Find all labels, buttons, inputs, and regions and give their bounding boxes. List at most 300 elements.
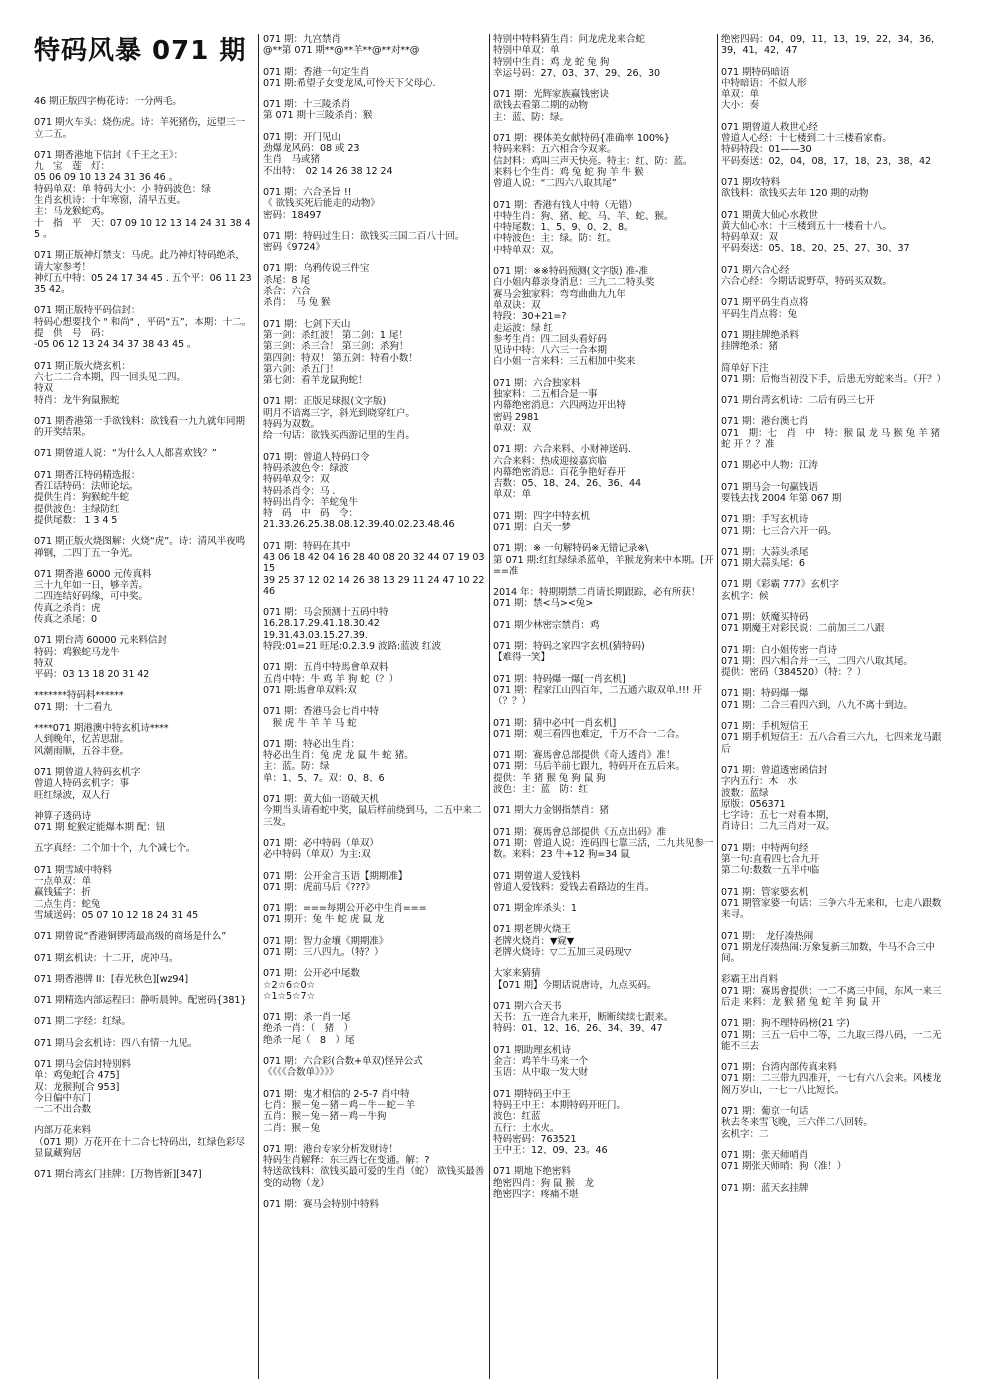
article-block <box>263 34 485 57</box>
text-line: 彩霸王出肖料 <box>721 974 778 986</box>
article-block <box>721 482 946 505</box>
article-block <box>721 330 946 353</box>
text-line: 大小：奏 <box>721 100 759 112</box>
article-block <box>263 231 485 254</box>
article-block <box>493 587 714 610</box>
article-block <box>493 750 714 795</box>
text-line: 杀合：六合 <box>263 286 311 298</box>
text-line: 五肖中特：牛 鸡 羊 狗 蛇（？） <box>263 673 399 685</box>
article-block <box>34 448 252 459</box>
text-line: 旺红绿波，双人行 <box>34 789 110 801</box>
article-block <box>721 645 946 679</box>
text-line: 071 期：葡京一句话 <box>721 1106 809 1118</box>
article-block <box>493 511 714 534</box>
text-line: 风潮雨顺，五谷丰登。 <box>34 745 129 757</box>
text-line: 绝密四码：04，09，11，13，19，22，34，36，39，41，42，47 <box>721 34 941 57</box>
text-line: 双：龙猴狗[合 953] <box>34 1081 120 1093</box>
text-line: 071 期特码王中王 <box>493 1088 571 1100</box>
article-block <box>721 612 946 635</box>
text-line: 071 期： 龙仔凑热闹 <box>721 930 814 942</box>
article-block <box>493 924 714 958</box>
text-line: 赢钱猛字：折 <box>34 887 91 899</box>
article-block <box>493 34 714 79</box>
text-line: 特码杀波色令：绿波 <box>263 462 349 474</box>
text-line: 白小姐内幕亲身消息：三九二二特头奖 <box>493 277 655 289</box>
text-line: 071 期台湾玄机诗：二后有码三七开 <box>721 395 875 407</box>
text-line: 071 期香港第一手欲钱料：欲钱看一九九就年同期的开奖结果。 <box>34 415 245 439</box>
article-block <box>34 536 252 559</box>
text-line: 第 071 期:红红绿绿杀蓝单，羊猴龙狗来中本期。[开==准 <box>493 554 714 577</box>
text-line: 071 期：※※特码预测(文字版) 准-准 <box>493 266 648 278</box>
article-block <box>493 805 714 816</box>
text-line: 第六剑：杀五门！ <box>263 363 339 375</box>
text-line: 071 期：中特两句经 <box>721 842 809 854</box>
text-line: 三十九年如一日，够辛苦。 <box>34 580 148 592</box>
text-line: 天书：五一连合九来开，断断续续七跟来。 <box>493 1012 674 1024</box>
text-line: 39 25 37 12 02 14 26 38 13 29 11 24 47 10 22 46 <box>263 574 488 597</box>
text-line: 老牌火烧诗：▽二五加三灵码现▽ <box>493 947 631 958</box>
text-line: 王中王：12、09、23。46 <box>493 1145 608 1157</box>
article-block <box>263 540 488 597</box>
text-line: 曾道人说：“二四六八取其尾” <box>493 178 617 190</box>
text-line: 071 期：三五一后中二等，二九取三得八码，一二无能不三去 <box>721 1029 942 1052</box>
text-line: 特码密码：763521 <box>493 1133 577 1145</box>
article-block <box>263 1089 485 1134</box>
text-line: 071 期开：兔 牛 蛇 虎 鼠 龙 <box>263 914 385 926</box>
text-line: 特码生肖解释：东三西七在变通。解：? <box>263 1155 430 1167</box>
text-line: 071 期：四字中特玄机 <box>493 510 590 522</box>
text-line: 071 期龙仔凑热闹:万象复新三加数，牛马不合三中间。 <box>721 941 935 965</box>
text-line: 肖诗日：二九三肖对一双。 <box>721 821 835 833</box>
text-line: 071 期台湾 60000 元来料信封 <box>34 635 167 647</box>
text-line: 071 期：七 肖 中 特：猴 鼠 龙 马 猴 兔 羊 猪 蛇 开 ？？准 <box>721 427 943 451</box>
text-line: 中特波色：主：绿。防：红。 <box>493 233 617 245</box>
text-line: 欲钱料：欲钱买去年 120 期的动物 <box>721 188 869 200</box>
text-line: 波色：主：蓝 防：红 <box>493 784 588 796</box>
article-block <box>34 953 252 964</box>
text-line: 071 期：程家江山四百年，二五通六取双单.!!! 开（？？） <box>493 684 702 708</box>
text-line: 特码杀肖令：马 . <box>263 485 336 497</box>
text-line: 071 期马会玄机诗：四八有情一九见。 <box>34 1037 198 1049</box>
text-line: 071 期曾道人爱钱料 <box>493 870 581 882</box>
article-block <box>721 1018 946 1052</box>
article-block <box>263 968 485 1002</box>
text-line: 明月不谙离三字，斜光到晓穿红户。 <box>263 407 415 419</box>
text-line: 071 期特码暗语 <box>721 66 790 78</box>
text-line: 特别中特料猜生肖：问龙虎龙来合蛇 <box>493 34 645 45</box>
article-block <box>721 177 946 200</box>
text-line: 大家来猜猜 <box>493 968 541 980</box>
text-line: 五字真经：二个加十个，九个减七个。 <box>34 843 196 855</box>
text-line: ☆2☆6☆0☆ <box>263 979 316 991</box>
text-line: 071 期六合心经 <box>721 264 790 276</box>
text-line: 071 期曾道人救世心经 <box>721 121 818 133</box>
text-line: 传真之杀尾：0 <box>34 613 97 625</box>
text-line: 五行：土水火。 <box>493 1122 560 1134</box>
text-line: 071 期：赛马会特别中特料 <box>263 1199 379 1211</box>
text-line: 见诗中特：八六三一合本期 <box>493 345 607 357</box>
article-block <box>263 1144 485 1189</box>
article-block <box>493 378 714 434</box>
article-block <box>263 1199 485 1210</box>
text-line: 071 期：曾道人说：连码四七靠三活，二九共见参一数。来料：23 牛+12 狗=34 鼠 <box>493 837 714 861</box>
text-line: 071 期六合天书 <box>493 1000 562 1012</box>
text-line: 神算子透码诗 <box>34 810 91 822</box>
article-block <box>263 794 485 828</box>
text-line: 单双诀：双 <box>493 299 541 311</box>
article-block <box>493 200 714 256</box>
text-line: 071 期助理玄机诗 <box>493 1044 571 1056</box>
article-block <box>34 416 252 439</box>
article-block <box>263 452 485 531</box>
text-line: 071 期魔王对彩民说：二前加三二八跟 <box>721 623 885 635</box>
article-block <box>721 210 946 255</box>
text-line: 071 期金库杀头：1 <box>493 903 577 915</box>
text-line: 071 期：※ 一句解特码※无错记录※\ <box>493 543 649 555</box>
article-block <box>34 569 252 625</box>
text-line: 071 期老牌火烧王 <box>493 924 571 936</box>
article-block <box>493 827 714 861</box>
text-line: 中特单双：双。 <box>493 244 560 256</box>
text-line: 071 期：光辉家族赢钱密诀 <box>493 89 609 101</box>
text-line: 主：蓝、防：绿。 <box>493 111 569 123</box>
text-line: 特必出生肖：兔 虎 龙 鼠 牛 蛇 猪。 <box>263 750 414 762</box>
text-line: 走运波：绿 红 <box>493 322 553 334</box>
text-line: 不出特： 02 14 26 38 12 24 <box>263 165 393 177</box>
text-line: 人到晚年，忆苦思甜。 <box>34 734 129 746</box>
text-line: 071 期：六合来料、小财神送码. <box>493 444 631 456</box>
article-block <box>493 89 714 123</box>
text-line: 单双：双 <box>493 422 531 434</box>
text-line: 内幕绝密消息：六四两边开出特 <box>493 400 626 412</box>
text-line: 必中特码（单双）为主:双 <box>263 849 371 861</box>
text-line: 071 期大力金钢指禁肖：猪 <box>493 805 609 817</box>
text-line: 071 期：三八四九。（特？） <box>263 947 384 958</box>
text-line: 曾道人特码玄机字：事 <box>34 778 129 790</box>
text-line: 071 期 蛇猴定能爆本期 配：钮 <box>34 822 166 834</box>
text-line: 生肖玄机诗：十年寒窗，清早五更。 <box>34 195 186 207</box>
article-block <box>263 396 485 441</box>
article-block <box>34 305 252 350</box>
text-line: 密码 2981 <box>493 411 539 423</box>
text-line: 071 期：曾道人特码口令 <box>263 451 370 463</box>
text-line: 071 期精选内部运程曰：静听晨钟。配密码{381} <box>34 995 247 1007</box>
article-block <box>721 688 946 711</box>
article-block <box>721 265 946 288</box>
text-line: 071 期：手机短信王 <box>721 721 809 733</box>
article-block <box>34 723 252 757</box>
article-block <box>263 838 485 861</box>
article-block <box>493 1166 714 1200</box>
article-block <box>34 767 252 801</box>
text-line: 071 期：特码爆一爆 <box>721 688 809 700</box>
text-line: 九 宝 莲 灯： <box>34 161 110 173</box>
text-line: 071 期：二合三看四六到，八九不离十到边。 <box>721 699 913 711</box>
text-line: 21.33.26.25.38.08.12.39.40.02.23.48.46 <box>263 519 455 531</box>
text-line: 参考生肖：四二回头看好码 <box>493 333 607 345</box>
text-line: 特码单双令：双 <box>263 474 330 486</box>
text-line: 071 期正版特平码信封： <box>34 305 141 317</box>
text-line: 071 期张天师哨：狗（准！） <box>721 1161 847 1173</box>
text-line: 071 期正版神灯禁支：马虎。此乃神灯特码绝杀，请大家参考！ <box>34 250 245 273</box>
text-line: 071 期：十二看九 <box>34 701 112 713</box>
article-block <box>263 132 485 177</box>
text-line: 六七二二合本期，四一回头见二四。 <box>34 371 186 383</box>
text-line: 杀肖： 马 兔 猴 <box>263 297 331 309</box>
text-line: 071 期：六合圣旨 !! <box>263 186 352 198</box>
article-block <box>34 811 252 834</box>
text-line: 071 期：五肖中特馬會单双料 <box>263 662 389 674</box>
text-line: 一点单双：单 <box>34 876 91 888</box>
text-line: 071 期：特码在其中 <box>263 540 351 552</box>
article-block <box>493 1089 714 1157</box>
text-line: 19.31.43.03.15.27.39. <box>263 629 368 641</box>
text-line: 提 供 号 码： <box>34 328 110 340</box>
text-line: 071 期曾说“香港铜锣湾最高级的商场是什么” <box>34 931 227 943</box>
text-line: 071 期：张天师哨肖 <box>721 1149 809 1161</box>
text-line: 波数：蓝绿 <box>721 787 769 799</box>
text-line: 来料七个生肖：鸡 兔 蛇 狗 羊 牛 猴 <box>493 166 644 178</box>
article-block <box>721 579 946 602</box>
text-line: 071 期：虎前马后《???》 <box>263 881 375 893</box>
article-block <box>263 871 485 894</box>
article-block <box>493 543 714 577</box>
text-line: 特码王中王：本期特码开旺门。 <box>493 1099 626 1111</box>
text-line: 071 期手机短信王：五八合看三六九，七四来龙马跟后 <box>721 732 942 755</box>
article-block <box>263 319 485 387</box>
text-line: 071 期：开门见山 <box>263 131 341 143</box>
text-line: 071 期：七剑下天山 <box>263 318 351 330</box>
text-line: 071 期：特码之家四字玄机(猜特码) <box>493 641 645 653</box>
text-line: 071 期：管家婆玄机 <box>721 886 809 898</box>
text-line: 香江话特码：法师论坛。 <box>34 481 139 493</box>
text-line: 071 期：黄大仙一语破天机 <box>263 794 379 806</box>
text-line: 071 期《彩霸 777》玄机字 <box>721 579 839 591</box>
text-line: 七字诗：五七一对看本期， <box>721 810 835 822</box>
article-block <box>493 444 714 500</box>
text-line: 要钱去找 2004 年第 067 期 <box>721 492 842 504</box>
text-line: 071 期管家婆一句话：三争六斗无来和，七走八跟数来寻。 <box>721 897 942 921</box>
text-line: 071 期：禁<马><兔> <box>493 598 594 610</box>
text-line: 神灯五中特：05 24 17 34 45 . 五个平：06 11 23 35 42。 <box>34 272 255 296</box>
text-line: 071 期：公开金言玉语【期期准】 <box>263 870 408 882</box>
text-line: 071 期：马后羊前七跟九，特码开在五后来。 <box>493 761 685 773</box>
text-line: 波色：红蓝 <box>493 1111 541 1123</box>
text-line: 071 期：鬼才相信的 2-5-7 肖中特 <box>263 1088 410 1100</box>
text-line: 071 期：六合独家料 <box>493 377 581 389</box>
article-block <box>721 34 946 57</box>
article-block <box>493 903 714 914</box>
text-line: 第二句:数数一五半中临 <box>721 865 820 877</box>
article-block <box>263 67 485 90</box>
article-block <box>34 250 255 296</box>
text-line: 特码单双：单 特码大小：小 特码波色：绿 <box>34 183 211 195</box>
article-block <box>263 607 485 652</box>
text-line: 吉数：05、18、24、26、36、44 <box>493 478 641 490</box>
article-block <box>721 514 946 537</box>
text-line: 特双 <box>34 657 53 669</box>
text-line: 秋去冬来雪飞晚，三六伴二八回转。 <box>721 1117 873 1129</box>
text-line: 特码来料：五六相合今双来。 <box>493 144 617 156</box>
article-block <box>721 887 946 921</box>
text-line: 071 期香港牌 II：[春光秋色][wz94] <box>34 973 189 985</box>
text-line: 071 期：妖魔买特码 <box>721 611 809 623</box>
article-block <box>493 266 714 368</box>
article-block <box>721 765 946 833</box>
article-block <box>34 635 252 680</box>
text-line: 【071 期】今期话说唐诗，九点买码。 <box>493 979 657 991</box>
text-line: 特别中单双：单 <box>493 45 560 57</box>
text-line: 特码特段：01——30 <box>721 144 812 156</box>
text-line: 071 期：裸体美女献特码{准确率 100%} <box>493 133 670 145</box>
text-line: 绝杀一尾（ 8 ）尾 <box>263 1034 355 1046</box>
text-line: 五肖：猴－兔－猪－鸡－牛狗 <box>263 1111 387 1123</box>
text-line: 今期当头请看蛇中奖，鼠后样前绕到马，二五中来二三发。 <box>263 805 482 828</box>
text-line: 第一句:直看四七合九开 <box>721 854 820 866</box>
text-line: 071 期：===每期公开必中生肖=== <box>263 903 427 915</box>
text-line: 071 期：九宫禁肖 <box>263 34 341 45</box>
text-line: 特码单双：双 <box>721 232 778 244</box>
article-block <box>493 641 714 664</box>
text-line: 六合心经：今期话说野草，特码买双数。 <box>721 276 892 288</box>
text-line: 第一剑：杀红波！ 第二剑：1 尾！ <box>263 329 408 341</box>
text-line: 071 期正版火烧玄机： <box>34 360 131 372</box>
article-block <box>34 1125 252 1159</box>
text-line: 内幕绝密消息：百花争艳好春开 <box>493 466 626 478</box>
text-line: 特送欲钱料：欲钱买最可爱的生肖（蛇） 欲钱买最善变的动物（龙） <box>263 1166 485 1189</box>
text-line: 玉语：从中取一发大财 <box>493 1067 588 1079</box>
article-block <box>263 1056 485 1079</box>
text-line: 单：鸡兔蛇[合 475] <box>34 1070 120 1082</box>
text-line: 第 071 期十三陵杀肖：猴 <box>263 110 373 122</box>
article-block <box>721 297 946 320</box>
article-block <box>34 931 252 942</box>
text-line: ☆1☆5☆7☆ <box>263 990 316 1002</box>
column-divider-3 <box>717 34 718 1379</box>
text-line: 中特生肖：狗、猪、蛇、马、羊、蛇、猴。 <box>493 210 674 222</box>
text-line: 特 码 中 码 令： <box>263 508 358 520</box>
text-line: 071 期火车头：烧伤虎。诗：羊死猪伤，远望三一立二五。 <box>34 117 245 140</box>
text-line: 特段:01=21 旺尾:0.2.3.9 波路:蓝波 红波 <box>263 641 442 653</box>
article-block <box>493 620 714 631</box>
text-line: 071 期挂牌绝杀料 <box>721 329 799 341</box>
text-line: 平码奏送：05、18、20、25、27、30、37 <box>721 243 910 255</box>
text-line: 071 期香江特码精选报： <box>34 469 141 481</box>
text-line: 071 期雪域中特料 <box>34 864 112 876</box>
text-line: 【难得一笑】 <box>493 652 550 664</box>
text-line: 中特尾数：1、5、9、0、2、8。 <box>493 222 634 234</box>
text-line: 071 期必中人物：江涛 <box>721 460 818 472</box>
article-block <box>263 936 485 959</box>
article-block <box>493 718 714 741</box>
text-line: 071 期：赛馬會总部提供《五点出码》准 <box>493 826 666 838</box>
article-block <box>34 361 252 406</box>
text-line: 七肖：猴－兔－猪－鸡－牛－蛇－羊 <box>263 1099 415 1111</box>
text-line: 平码生肖点将：兔 <box>721 308 797 320</box>
text-line: 绝杀一肖：（ 猪 ） <box>263 1023 354 1035</box>
text-line: 特别中生肖：鸡 龙 蛇 兔 狗 <box>493 56 610 68</box>
article-block <box>263 739 485 784</box>
article-block <box>34 865 252 921</box>
text-line: 071 期二字经：红绿。 <box>34 1016 131 1028</box>
text-line: 071 期曾道人说：“为什么人人都喜欢钱？” <box>34 448 217 460</box>
text-line: 欲钱去看第二期的动物 <box>493 100 588 112</box>
text-line: 071 期：白天一梦 <box>493 521 571 533</box>
text-line: 特肖：龙牛狗鼠猴蛇 <box>34 394 120 406</box>
text-line: 071 期：必中特码（单双） <box>263 837 379 849</box>
article-block <box>34 1016 252 1027</box>
text-line: 单：1、5、7。双：0、8、6 <box>263 772 385 784</box>
text-line: 信封料：鸡叫三声天快亮。特主：红、防：蓝。 <box>493 155 693 167</box>
page-title: 特码风暴 071 期 <box>34 36 247 66</box>
article-block <box>721 67 946 112</box>
text-line: 071 期：公开必中尾数 <box>263 968 360 980</box>
text-line: 曾道人心经：十七楼到二十三楼看家畜。 <box>721 133 892 145</box>
text-line: 071 期：香港一句定生肖 <box>263 66 370 78</box>
text-line: 071 期：大蒜头杀尾 <box>721 546 809 558</box>
text-line: 赛马会独家料：弯弯曲曲九九年 <box>493 288 626 300</box>
text-line: 提供：密码（384520）（特：？） <box>721 667 867 679</box>
text-line: 071 期：观三看四也难定，千万不合一二合。 <box>493 728 685 740</box>
text-line: 生肖 马或猪 <box>263 154 320 166</box>
column-3 <box>493 34 714 1379</box>
column-2 <box>263 34 488 1379</box>
article-block <box>721 416 946 450</box>
text-line: 二点生肖：蛇兔 <box>34 898 101 910</box>
text-line: 071 期：六合彩(合数+单双)怪异公式 <box>263 1056 423 1068</box>
text-line: 提供波色：主绿防红 <box>34 503 120 515</box>
text-line: 主：蓝。防：绿 <box>263 761 330 773</box>
article-block <box>34 690 252 713</box>
article-block <box>493 674 714 708</box>
text-line: 提供生肖：狗猴蛇牛蛇 <box>34 492 129 504</box>
article-block <box>263 99 485 122</box>
text-line: 071 期：曾道透密函信封 <box>721 764 828 776</box>
text-line: 老牌火烧肖：▼窥▼ <box>493 935 575 947</box>
text-line: 46 期正版四字梅花诗：一分两毛。 <box>34 96 182 107</box>
text-line: 平码：03 13 18 20 31 42 <box>34 669 150 681</box>
text-line: 雪域送码：05 07 10 12 18 24 31 45 <box>34 909 199 921</box>
article-block <box>34 1059 252 1115</box>
text-line: 二四连结好码缘，可中奖。 <box>34 591 148 603</box>
article-block <box>34 995 252 1006</box>
text-line: 幸运号码：27、03、37、29、26、30 <box>493 67 660 79</box>
article-block <box>721 843 946 877</box>
text-line: 原版：056371 <box>721 798 786 810</box>
text-line: 密码《9724》 <box>263 242 325 254</box>
text-line: 绝密四肖：狗 鼠 猴 龙 <box>493 1177 594 1189</box>
text-line: 43 06 18 42 04 16 28 40 08 20 32 44 07 19 03 15 <box>263 551 488 575</box>
article-block <box>263 662 485 696</box>
text-line: 劲爆龙风码：08 或 23 <box>263 143 360 155</box>
article-block <box>263 1012 485 1046</box>
text-line: 071 期：港台专家分析发财诗！ <box>263 1143 398 1155</box>
text-line: 《 欲钱买死后能走的动物》 <box>263 198 380 210</box>
article-block <box>493 1001 714 1035</box>
text-line: 071 期：赛馬會总部提供《奇人透肖》准！ <box>493 750 676 762</box>
column-divider-2 <box>489 34 490 1379</box>
text-line: 071 期：特码爆一爆[一肖玄机] <box>493 673 626 685</box>
text-line: 071 期：马会预测十五码中特 <box>263 607 389 619</box>
article-block <box>721 1150 946 1173</box>
text-line: 071 期地下绝密料 <box>493 1166 571 1178</box>
text-line: 二肖：猴－兔 <box>263 1122 320 1134</box>
article-block <box>263 903 485 926</box>
text-line: 071 期：七三合六开一码。 <box>721 525 837 537</box>
text-line: 071 期：港台澳七肖 <box>721 416 809 428</box>
article-block <box>34 150 252 240</box>
article-block <box>721 974 946 1008</box>
